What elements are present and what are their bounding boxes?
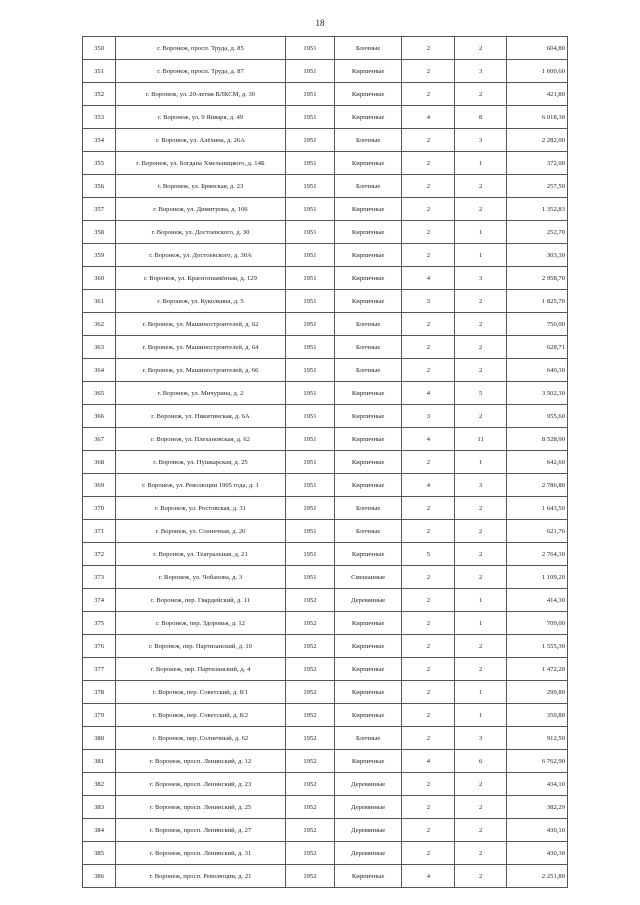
area-cell: 604,80 [506, 37, 567, 60]
table-row [83, 543, 568, 566]
row-number-cell: 368 [83, 451, 116, 474]
area-cell: 640,30 [506, 359, 567, 382]
address-cell: г. Воронеж, просп. Ленинский, д. 23 [116, 773, 286, 796]
area-cell: 2 958,70 [506, 267, 567, 290]
address-cell: г. Воронеж, пер. Советский, д. 8/2 [116, 704, 286, 727]
floors-cell: 2 [402, 497, 455, 520]
row-number-cell: 376 [83, 635, 116, 658]
year-built-cell: 1952 [285, 773, 334, 796]
area-cell: 6 018,30 [506, 106, 567, 129]
wall-material-cell: Блочные [335, 37, 402, 60]
table-row [83, 773, 568, 796]
area-cell: 299,80 [506, 681, 567, 704]
row-number-cell: 351 [83, 60, 116, 83]
wall-material-cell: Деревянные [335, 773, 402, 796]
floors-cell: 2 [402, 37, 455, 60]
wall-material-cell: Блочные [335, 175, 402, 198]
row-number-cell: 371 [83, 520, 116, 543]
row-number-cell: 373 [83, 566, 116, 589]
page-number: 18 [315, 18, 325, 28]
address-cell: г. Воронеж, ул. Ростовская, д. 31 [116, 497, 286, 520]
address-cell: г. Воронеж, пер. Здоровья, д. 12 [116, 612, 286, 635]
floors-cell: 2 [402, 704, 455, 727]
year-built-cell: 1951 [285, 290, 334, 313]
floors-cell: 2 [402, 681, 455, 704]
area-cell: 430,30 [506, 842, 567, 865]
wall-material-cell: Кирпичные [335, 428, 402, 451]
wall-material-cell: Кирпичные [335, 704, 402, 727]
address-cell: г. Воронеж, ул. Краснознамённая, д. 129 [116, 267, 286, 290]
wall-material-cell: Кирпичные [335, 543, 402, 566]
row-number-cell: 367 [83, 428, 116, 451]
table-row [83, 37, 568, 60]
year-built-cell: 1951 [285, 60, 334, 83]
area-cell: 350,80 [506, 704, 567, 727]
floors-cell: 4 [402, 382, 455, 405]
year-built-cell: 1951 [285, 520, 334, 543]
table-row [83, 313, 568, 336]
table-row [83, 842, 568, 865]
address-cell: г. Воронеж, ул. Куколкина, д. 5 [116, 290, 286, 313]
address-cell: г. Воронеж, просп. Ленинский, д. 27 [116, 819, 286, 842]
area-cell: 257,50 [506, 175, 567, 198]
table-row [83, 819, 568, 842]
area-cell: 372,00 [506, 152, 567, 175]
floors-cell: 4 [402, 267, 455, 290]
floors-cell: 4 [402, 865, 455, 888]
address-cell: г. Воронеж, ул. Революции 1905 года, д. 1 [116, 474, 286, 497]
year-built-cell: 1951 [285, 474, 334, 497]
address-cell: г. Воронеж, ул. Машиностроителей, д. 64 [116, 336, 286, 359]
table-row [83, 865, 568, 888]
row-number-cell: 374 [83, 589, 116, 612]
year-built-cell: 1951 [285, 221, 334, 244]
entrances-cell: 2 [455, 842, 506, 865]
entrances-cell: 2 [455, 175, 506, 198]
row-number-cell: 378 [83, 681, 116, 704]
entrances-cell: 8 [455, 106, 506, 129]
wall-material-cell: Кирпичные [335, 106, 402, 129]
area-cell: 621,76 [506, 520, 567, 543]
year-built-cell: 1951 [285, 244, 334, 267]
address-cell: г. Воронеж, пер. Гвардейский, д. 11 [116, 589, 286, 612]
area-cell: 2 251,80 [506, 865, 567, 888]
area-cell: 709,00 [506, 612, 567, 635]
entrances-cell: 3 [455, 129, 506, 152]
entrances-cell: 3 [455, 474, 506, 497]
table-row [83, 221, 568, 244]
area-cell: 628,71 [506, 336, 567, 359]
row-number-cell: 379 [83, 704, 116, 727]
row-number-cell: 384 [83, 819, 116, 842]
area-cell: 642,60 [506, 451, 567, 474]
entrances-cell: 2 [455, 543, 506, 566]
row-number-cell: 381 [83, 750, 116, 773]
table-row [83, 405, 568, 428]
year-built-cell: 1951 [285, 451, 334, 474]
table-row [83, 336, 568, 359]
year-built-cell: 1952 [285, 658, 334, 681]
table-row [83, 198, 568, 221]
table-row [83, 474, 568, 497]
floors-cell: 2 [402, 658, 455, 681]
area-cell: 1 600,60 [506, 60, 567, 83]
address-cell: г. Воронеж, просп. Ленинский, д. 31 [116, 842, 286, 865]
area-cell: 2 282,00 [506, 129, 567, 152]
floors-cell: 2 [402, 819, 455, 842]
table-row [83, 704, 568, 727]
address-cell: г. Воронеж, просп. Ленинский, д. 12 [116, 750, 286, 773]
year-built-cell: 1952 [285, 612, 334, 635]
wall-material-cell: Блочные [335, 727, 402, 750]
year-built-cell: 1951 [285, 106, 334, 129]
floors-cell: 2 [402, 635, 455, 658]
entrances-cell: 1 [455, 681, 506, 704]
floors-cell: 2 [402, 773, 455, 796]
entrances-cell: 2 [455, 198, 506, 221]
floors-cell: 2 [402, 83, 455, 106]
address-cell: г. Воронеж, просп. Ленинский, д. 25 [116, 796, 286, 819]
area-cell: 303,30 [506, 244, 567, 267]
wall-material-cell: Деревянные [335, 819, 402, 842]
area-cell: 955,60 [506, 405, 567, 428]
row-number-cell: 357 [83, 198, 116, 221]
entrances-cell: 3 [455, 60, 506, 83]
row-number-cell: 364 [83, 359, 116, 382]
table-row [83, 451, 568, 474]
entrances-cell: 2 [455, 658, 506, 681]
address-cell: г. Воронеж, просп. Труда, д. 87 [116, 60, 286, 83]
row-number-cell: 366 [83, 405, 116, 428]
year-built-cell: 1951 [285, 267, 334, 290]
entrances-cell: 2 [455, 313, 506, 336]
entrances-cell: 2 [455, 405, 506, 428]
floors-cell: 4 [402, 750, 455, 773]
floors-cell: 2 [402, 221, 455, 244]
year-built-cell: 1951 [285, 382, 334, 405]
year-built-cell: 1952 [285, 635, 334, 658]
year-built-cell: 1951 [285, 405, 334, 428]
row-number-cell: 382 [83, 773, 116, 796]
floors-cell: 2 [402, 589, 455, 612]
table-row [83, 566, 568, 589]
address-cell: г. Воронеж, ул. Алёхина, д. 26А [116, 129, 286, 152]
entrances-cell: 5 [455, 382, 506, 405]
floors-cell: 5 [402, 543, 455, 566]
area-cell: 1 109,20 [506, 566, 567, 589]
entrances-cell: 2 [455, 819, 506, 842]
address-cell: г. Воронеж, пер. Партизанский, д. 4 [116, 658, 286, 681]
wall-material-cell: Блочные [335, 520, 402, 543]
table-row [83, 796, 568, 819]
year-built-cell: 1951 [285, 359, 334, 382]
year-built-cell: 1952 [285, 589, 334, 612]
floors-cell: 2 [402, 175, 455, 198]
entrances-cell: 1 [455, 612, 506, 635]
floors-cell: 2 [402, 520, 455, 543]
row-number-cell: 377 [83, 658, 116, 681]
wall-material-cell: Кирпичные [335, 290, 402, 313]
entrances-cell: 2 [455, 497, 506, 520]
entrances-cell: 2 [455, 635, 506, 658]
entrances-cell: 1 [455, 221, 506, 244]
area-cell: 434,10 [506, 773, 567, 796]
entrances-cell: 1 [455, 589, 506, 612]
row-number-cell: 380 [83, 727, 116, 750]
wall-material-cell: Блочные [335, 497, 402, 520]
wall-material-cell: Деревянные [335, 589, 402, 612]
wall-material-cell: Кирпичные [335, 267, 402, 290]
floors-cell: 2 [402, 359, 455, 382]
floors-cell: 2 [402, 612, 455, 635]
address-cell: г. Воронеж, ул. Пушкарская, д. 25 [116, 451, 286, 474]
entrances-cell: 2 [455, 37, 506, 60]
address-cell: г. Воронеж, ул. Достоевского, д. 30А [116, 244, 286, 267]
floors-cell: 2 [402, 60, 455, 83]
address-cell: г. Воронеж, ул. Богдана Хмельницкого, д. 14Б [116, 152, 286, 175]
row-number-cell: 352 [83, 83, 116, 106]
floors-cell: 2 [402, 842, 455, 865]
area-cell: 414,30 [506, 589, 567, 612]
row-number-cell: 355 [83, 152, 116, 175]
floors-cell: 2 [402, 129, 455, 152]
address-cell: г. Воронеж, ул. Достоевского, д. 30 [116, 221, 286, 244]
address-cell: г. Воронеж, ул. Брянская, д. 23 [116, 175, 286, 198]
floors-cell: 2 [402, 566, 455, 589]
year-built-cell: 1951 [285, 313, 334, 336]
address-cell: г. Воронеж, ул. 20-летия ВЛКСМ, д. 30 [116, 83, 286, 106]
address-cell: г. Воронеж, ул. Машиностроителей, д. 66 [116, 359, 286, 382]
year-built-cell: 1952 [285, 819, 334, 842]
row-number-cell: 372 [83, 543, 116, 566]
wall-material-cell: Блочные [335, 336, 402, 359]
wall-material-cell: Блочные [335, 359, 402, 382]
table-row [83, 727, 568, 750]
wall-material-cell: Кирпичные [335, 612, 402, 635]
wall-material-cell: Кирпичные [335, 198, 402, 221]
row-number-cell: 365 [83, 382, 116, 405]
table-row [83, 359, 568, 382]
wall-material-cell: Кирпичные [335, 244, 402, 267]
area-cell: 3 502,30 [506, 382, 567, 405]
row-number-cell: 375 [83, 612, 116, 635]
entrances-cell: 2 [455, 359, 506, 382]
floors-cell: 2 [402, 336, 455, 359]
wall-material-cell: Кирпичные [335, 474, 402, 497]
table-row [83, 382, 568, 405]
table-row [83, 635, 568, 658]
entrances-cell: 3 [455, 727, 506, 750]
table-row [83, 106, 568, 129]
year-built-cell: 1952 [285, 704, 334, 727]
entrances-cell: 2 [455, 796, 506, 819]
table-row [83, 175, 568, 198]
year-built-cell: 1951 [285, 198, 334, 221]
address-cell: г. Воронеж, ул. Театральная, д. 21 [116, 543, 286, 566]
wall-material-cell: Блочные [335, 313, 402, 336]
year-built-cell: 1952 [285, 681, 334, 704]
address-cell: г. Воронеж, ул. 9 Января, д. 49 [116, 106, 286, 129]
entrances-cell: 6 [455, 750, 506, 773]
area-cell: 1 825,70 [506, 290, 567, 313]
wall-material-cell: Кирпичные [335, 451, 402, 474]
year-built-cell: 1951 [285, 566, 334, 589]
housing-registry-table [82, 36, 568, 888]
table-row [83, 129, 568, 152]
table-row [83, 520, 568, 543]
area-cell: 421,80 [506, 83, 567, 106]
address-cell: г. Воронеж, ул. Машиностроителей, д. 62 [116, 313, 286, 336]
table-row [83, 60, 568, 83]
address-cell: г. Воронеж, ул. Солнечная, д. 20 [116, 520, 286, 543]
area-cell: 912,50 [506, 727, 567, 750]
year-built-cell: 1952 [285, 865, 334, 888]
area-cell: 1 643,50 [506, 497, 567, 520]
area-cell: 2 786,80 [506, 474, 567, 497]
wall-material-cell: Смешанные [335, 566, 402, 589]
entrances-cell: 2 [455, 566, 506, 589]
row-number-cell: 359 [83, 244, 116, 267]
table-row [83, 290, 568, 313]
row-number-cell: 354 [83, 129, 116, 152]
table-row [83, 750, 568, 773]
table-row [83, 428, 568, 451]
address-cell: г. Воронеж, ул. Мичурина, д. 2 [116, 382, 286, 405]
row-number-cell: 362 [83, 313, 116, 336]
address-cell: г. Воронеж, просп. Труда, д. 85 [116, 37, 286, 60]
entrances-cell: 1 [455, 451, 506, 474]
table-row [83, 658, 568, 681]
entrances-cell: 1 [455, 152, 506, 175]
entrances-cell: 1 [455, 704, 506, 727]
wall-material-cell: Кирпичные [335, 83, 402, 106]
year-built-cell: 1952 [285, 796, 334, 819]
entrances-cell: 2 [455, 520, 506, 543]
floors-cell: 2 [402, 198, 455, 221]
address-cell: г. Воронеж, ул. Плехановская, д. 62 [116, 428, 286, 451]
table-row [83, 267, 568, 290]
row-number-cell: 385 [83, 842, 116, 865]
area-cell: 430,10 [506, 819, 567, 842]
row-number-cell: 356 [83, 175, 116, 198]
year-built-cell: 1951 [285, 497, 334, 520]
year-built-cell: 1952 [285, 842, 334, 865]
row-number-cell: 353 [83, 106, 116, 129]
row-number-cell: 358 [83, 221, 116, 244]
wall-material-cell: Кирпичные [335, 750, 402, 773]
table-row [83, 83, 568, 106]
floors-cell: 4 [402, 428, 455, 451]
area-cell: 2 764,30 [506, 543, 567, 566]
table-row [83, 497, 568, 520]
entrances-cell: 1 [455, 244, 506, 267]
wall-material-cell: Блочные [335, 129, 402, 152]
entrances-cell: 11 [455, 428, 506, 451]
area-cell: 1 472,20 [506, 658, 567, 681]
row-number-cell: 350 [83, 37, 116, 60]
address-cell: г. Воронеж, просп. Революции, д. 21 [116, 865, 286, 888]
table-row [83, 612, 568, 635]
wall-material-cell: Кирпичные [335, 635, 402, 658]
entrances-cell: 3 [455, 267, 506, 290]
floors-cell: 2 [402, 451, 455, 474]
table-row [83, 152, 568, 175]
address-cell: г. Воронеж, ул. Никитинская, д. 6А [116, 405, 286, 428]
area-cell: 750,00 [506, 313, 567, 336]
wall-material-cell: Кирпичные [335, 865, 402, 888]
table-row [83, 244, 568, 267]
row-number-cell: 363 [83, 336, 116, 359]
year-built-cell: 1952 [285, 750, 334, 773]
year-built-cell: 1951 [285, 543, 334, 566]
row-number-cell: 386 [83, 865, 116, 888]
address-cell: г. Воронеж, пер. Партизанский, д. 10 [116, 635, 286, 658]
year-built-cell: 1951 [285, 152, 334, 175]
floors-cell: 3 [402, 290, 455, 313]
row-number-cell: 369 [83, 474, 116, 497]
area-cell: 382,29 [506, 796, 567, 819]
floors-cell: 2 [402, 727, 455, 750]
wall-material-cell: Кирпичные [335, 152, 402, 175]
address-cell: г. Воронеж, ул. Чобанова, д. 3 [116, 566, 286, 589]
table-row [83, 681, 568, 704]
wall-material-cell: Кирпичные [335, 60, 402, 83]
floors-cell: 3 [402, 405, 455, 428]
row-number-cell: 360 [83, 267, 116, 290]
table-row [83, 589, 568, 612]
address-cell: г. Воронеж, пер. Солнечный, д. 62 [116, 727, 286, 750]
entrances-cell: 2 [455, 773, 506, 796]
table-body [83, 37, 568, 888]
floors-cell: 4 [402, 106, 455, 129]
wall-material-cell: Деревянные [335, 796, 402, 819]
entrances-cell: 2 [455, 336, 506, 359]
year-built-cell: 1951 [285, 37, 334, 60]
address-cell: г. Воронеж, ул. Димитрова, д. 106 [116, 198, 286, 221]
wall-material-cell: Кирпичные [335, 221, 402, 244]
wall-material-cell: Кирпичные [335, 405, 402, 428]
area-cell: 1 352,83 [506, 198, 567, 221]
area-cell: 1 555,30 [506, 635, 567, 658]
entrances-cell: 2 [455, 83, 506, 106]
row-number-cell: 361 [83, 290, 116, 313]
floors-cell: 2 [402, 796, 455, 819]
area-cell: 8 528,90 [506, 428, 567, 451]
wall-material-cell: Кирпичные [335, 681, 402, 704]
row-number-cell: 370 [83, 497, 116, 520]
entrances-cell: 2 [455, 865, 506, 888]
year-built-cell: 1951 [285, 336, 334, 359]
wall-material-cell: Деревянные [335, 842, 402, 865]
year-built-cell: 1952 [285, 727, 334, 750]
floors-cell: 2 [402, 313, 455, 336]
wall-material-cell: Кирпичные [335, 382, 402, 405]
year-built-cell: 1951 [285, 129, 334, 152]
floors-cell: 4 [402, 474, 455, 497]
wall-material-cell: Кирпичные [335, 658, 402, 681]
year-built-cell: 1951 [285, 428, 334, 451]
year-built-cell: 1951 [285, 83, 334, 106]
row-number-cell: 383 [83, 796, 116, 819]
address-cell: г. Воронеж, пер. Советский, д. 8/1 [116, 681, 286, 704]
floors-cell: 2 [402, 244, 455, 267]
area-cell: 252,70 [506, 221, 567, 244]
floors-cell: 2 [402, 152, 455, 175]
area-cell: 6 762,90 [506, 750, 567, 773]
year-built-cell: 1951 [285, 175, 334, 198]
entrances-cell: 2 [455, 290, 506, 313]
